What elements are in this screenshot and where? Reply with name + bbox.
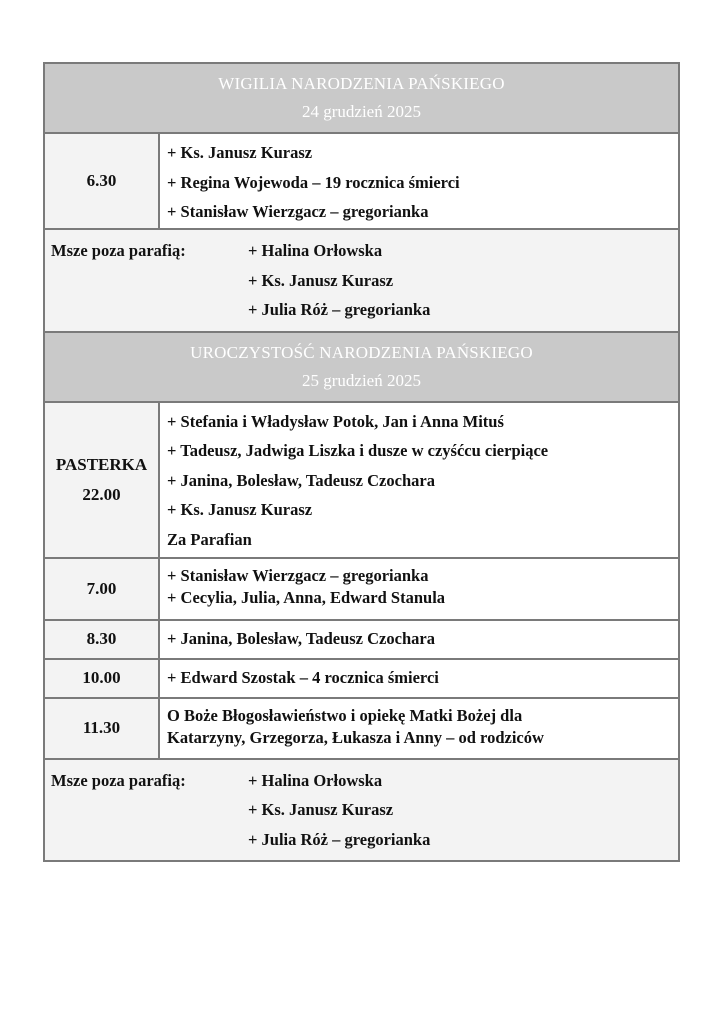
intention: + Stanisław Wierzgacz – gregorianka: [167, 565, 429, 585]
intention: + Tadeusz, Jadwiga Liszka i dusze w czyśćcu cierpiące: [167, 441, 549, 460]
section-date: 24 grudzień 2025: [302, 102, 421, 121]
outside-parish-masses: [45, 760, 678, 861]
intention: + Edward Szostak – 4 rocznica śmierci: [167, 667, 439, 687]
outside-parish-masses: [45, 230, 678, 333]
outside-label: Msze poza parafią:: [51, 241, 186, 260]
mass-intentions: [160, 699, 678, 758]
intention: O Boże Błogosławieństwo i opiekę Matki Bożej dla: [167, 705, 523, 725]
mass-intentions: [160, 621, 678, 658]
mass-time: 10.00: [45, 660, 160, 697]
intention: + Ks. Janusz Kurasz: [167, 143, 313, 162]
intention: + Cecylia, Julia, Anna, Edward Stanula: [167, 587, 446, 607]
mass-time: 7.00: [45, 559, 160, 619]
mass-schedule-table: [43, 62, 680, 862]
section-date: 25 grudzień 2025: [302, 370, 421, 390]
intention: + Regina Wojewoda – 19 rocznica śmierci: [167, 172, 460, 192]
outside-item: + Halina Orłowska: [248, 241, 383, 260]
mass-intentions: [160, 403, 678, 557]
mass-intentions: [160, 660, 678, 697]
intention: + Janina, Bolesław, Tadeusz Czochara: [167, 470, 435, 490]
intention: Za Parafian: [167, 529, 252, 549]
section-header: [45, 64, 678, 134]
mass-time: PASTERKA 22.00: [45, 403, 160, 557]
mass-row: [45, 559, 678, 621]
section-title: WIGILIA NARODZENIA PAŃSKIEGO: [218, 74, 505, 93]
mass-time: 11.30: [45, 699, 160, 758]
mass-row: [45, 621, 678, 660]
outside-label: Msze poza parafią:: [51, 770, 186, 790]
outside-item: + Ks. Janusz Kurasz: [248, 270, 394, 290]
outside-item: + Ks. Janusz Kurasz: [248, 800, 394, 819]
intention: + Janina, Bolesław, Tadeusz Czochara: [167, 628, 435, 648]
intention: + Ks. Janusz Kurasz: [167, 500, 313, 519]
mass-time: 8.30: [45, 621, 160, 658]
mass-row: [45, 403, 678, 559]
section-header: [45, 333, 678, 403]
mass-intentions: [160, 559, 678, 619]
section-title: UROCZYSTOŚĆ NARODZENIA PAŃSKIEGO: [190, 342, 533, 362]
mass-row: [45, 699, 678, 760]
outside-item: + Halina Orłowska: [248, 770, 383, 790]
intention: Katarzyny, Grzegorza, Łukasza i Anny – od rodziców: [167, 727, 544, 747]
mass-row: [45, 660, 678, 699]
intention: + Stanisław Wierzgacz – gregorianka: [167, 202, 429, 221]
outside-item: + Julia Róż – gregorianka: [248, 829, 431, 849]
intention: + Stefania i Władysław Potok, Jan i Anna Mituś: [167, 411, 504, 431]
outside-item: + Julia Róż – gregorianka: [248, 300, 431, 319]
mass-row: [45, 134, 678, 230]
mass-intentions: [160, 134, 678, 228]
mass-time: 6.30: [45, 134, 160, 228]
